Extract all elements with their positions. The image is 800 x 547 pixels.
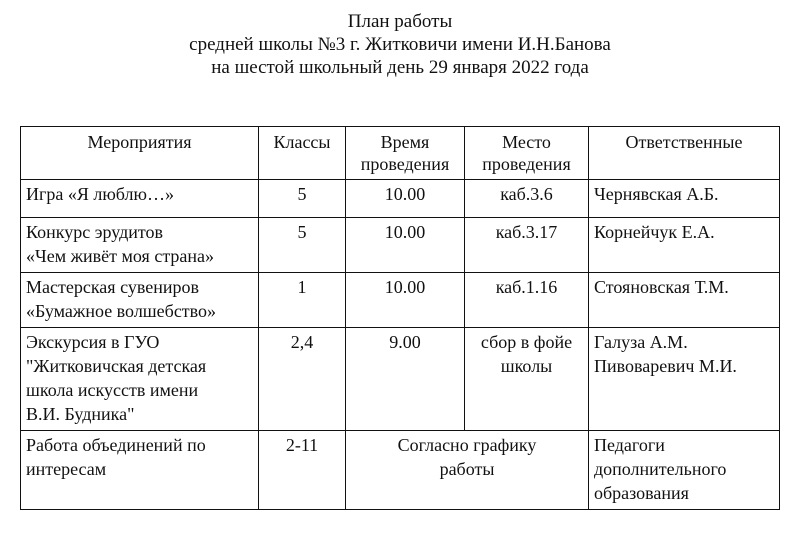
event-line: Игра «Я люблю…»: [26, 184, 174, 204]
place-line: каб.3.17: [495, 222, 558, 242]
column-header-time-line: Время: [380, 132, 430, 152]
schedule-table: [20, 126, 780, 510]
title-line-2: средней школы №3 г. Житковичи имени И.Н.Банова: [189, 34, 611, 55]
time-cell: 10.00: [346, 218, 465, 273]
column-header-place-line: проведения: [482, 154, 571, 174]
place-line: сбор в фойе: [480, 332, 573, 352]
responsible-cell: [589, 431, 780, 510]
event-cell: [21, 328, 259, 431]
time-place-line: работы: [439, 459, 495, 479]
column-header-time: [346, 127, 465, 180]
place-line: каб.3.6: [500, 184, 553, 204]
responsible-cell: [589, 273, 780, 328]
place-cell: [465, 273, 589, 328]
place-cell: [465, 218, 589, 273]
event-line: Работа объединений по: [26, 435, 206, 455]
event-line: Конкурс эрудитов: [26, 222, 163, 242]
responsible-cell: [589, 180, 780, 218]
time-place-line: Согласно графику: [397, 435, 537, 455]
classes-cell: 5: [259, 218, 346, 273]
event-line: "Житковичская детская: [26, 356, 207, 376]
responsible-line: Чернявская А.Б.: [594, 184, 719, 204]
classes-cell: 1: [259, 273, 346, 328]
responsible-line: Педагоги: [594, 435, 665, 455]
place-line: каб.1.16: [495, 277, 558, 297]
time-cell: 10.00: [346, 180, 465, 218]
responsible-cell: [589, 218, 780, 273]
title-line-3: на шестой школьный день 29 января 2022 года: [211, 57, 589, 78]
responsible-line: Галуза А.М.: [594, 332, 688, 352]
classes-cell: 5: [259, 180, 346, 218]
table-row: [21, 431, 780, 510]
event-line: Экскурсия в ГУО: [26, 332, 160, 352]
table-row: [21, 218, 780, 273]
table-header-row: [21, 127, 780, 180]
event-line: интересам: [26, 459, 107, 479]
title-line-1: План работы: [347, 11, 453, 32]
responsible-line: Стояновская Т.М.: [594, 277, 729, 297]
responsible-line: образования: [594, 483, 689, 503]
place-cell: [465, 180, 589, 218]
event-line: «Чем живёт моя страна»: [26, 246, 215, 266]
responsible-line: дополнительного: [594, 459, 727, 479]
event-line: «Бумажное волшебство»: [26, 301, 217, 321]
column-header-place-line: Место: [502, 132, 551, 152]
event-cell: [21, 218, 259, 273]
table-row: [21, 180, 780, 218]
column-header-responsible: Ответственные: [589, 127, 780, 180]
column-header-events: Мероприятия: [21, 127, 259, 180]
event-cell: [21, 273, 259, 328]
time-cell: 10.00: [346, 273, 465, 328]
event-cell: [21, 180, 259, 218]
classes-cell: 2,4: [259, 328, 346, 431]
table-row: [21, 328, 780, 431]
event-cell: [21, 431, 259, 510]
responsible-line: Корнейчук Е.А.: [594, 222, 715, 242]
column-header-classes: Классы: [259, 127, 346, 180]
classes-cell: 2-11: [259, 431, 346, 510]
event-line: школа искусств имени: [26, 380, 199, 400]
place-cell: [465, 328, 589, 431]
document-title: [0, 10, 800, 79]
time-cell: 9.00: [346, 328, 465, 431]
event-line: В.И. Будника": [26, 404, 135, 424]
column-header-place: [465, 127, 589, 180]
responsible-line: Пивоваревич М.И.: [594, 356, 737, 376]
place-line: школы: [500, 356, 553, 376]
time-place-cell: [346, 431, 589, 510]
event-line: Мастерская сувениров: [26, 277, 199, 297]
column-header-time-line: проведения: [360, 154, 450, 174]
table-row: [21, 273, 780, 328]
responsible-cell: [589, 328, 780, 431]
